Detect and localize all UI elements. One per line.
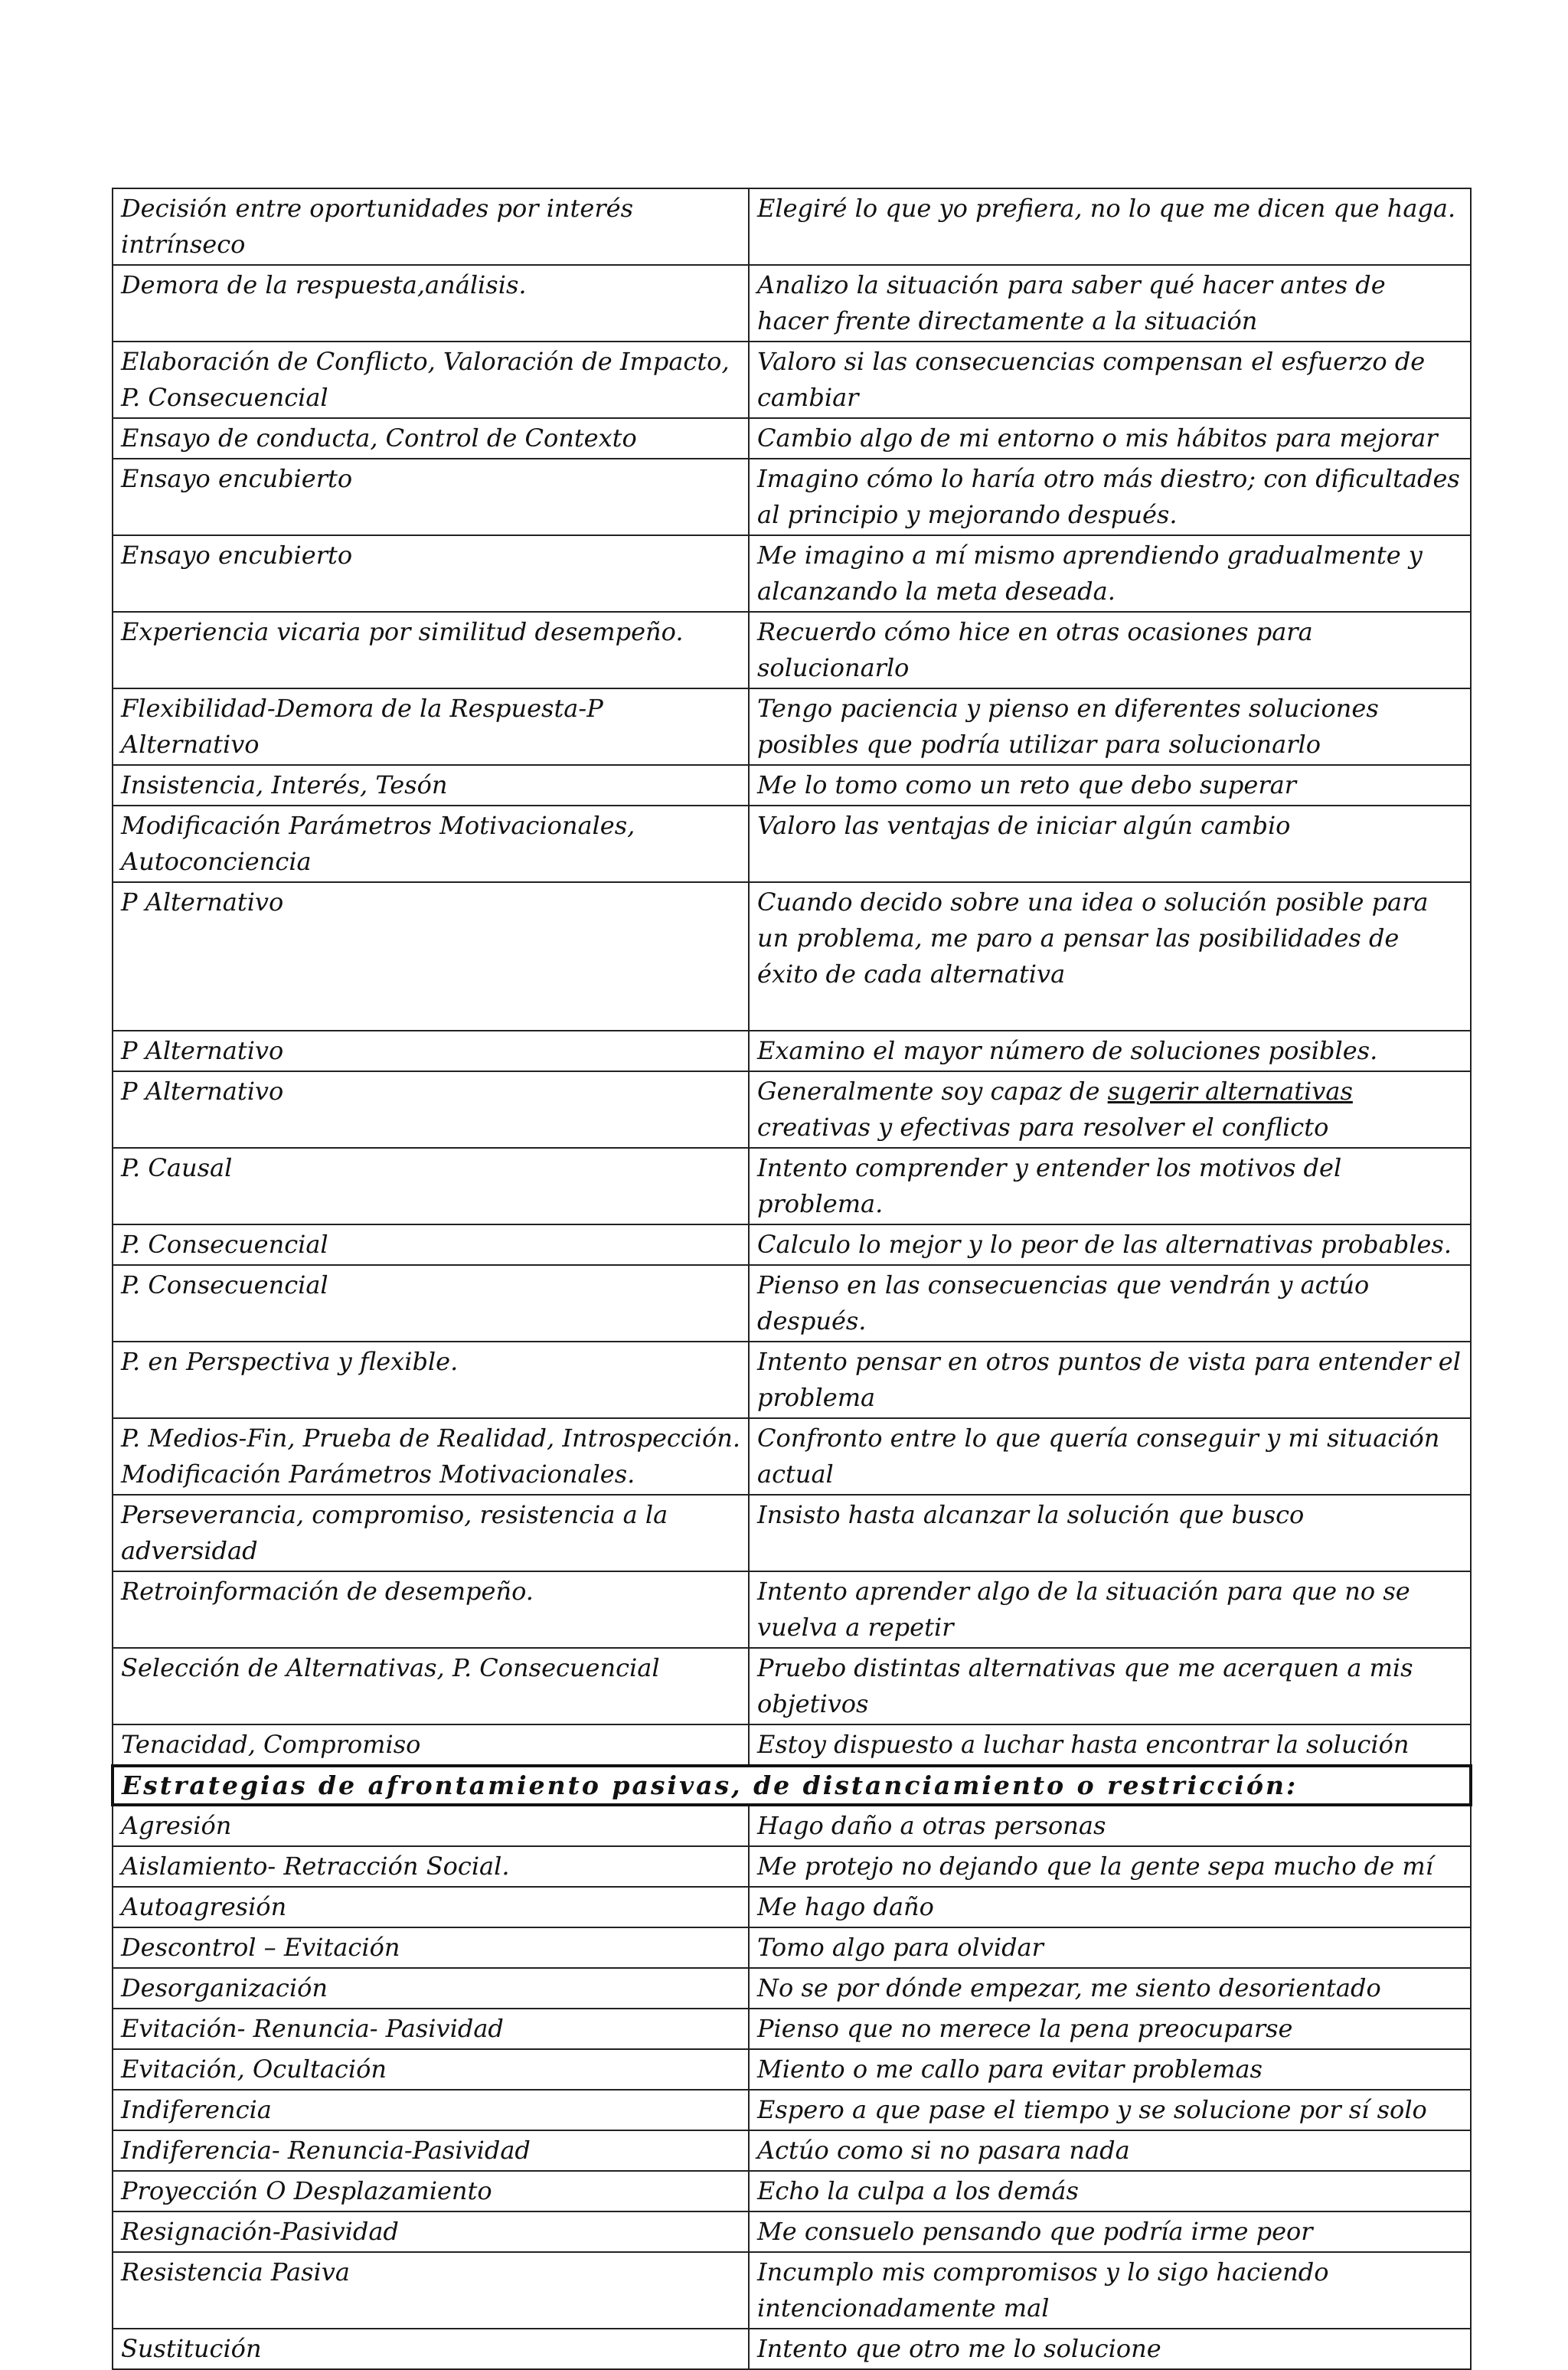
strategy-cell: Aislamiento- Retracción Social.	[113, 1846, 749, 1887]
statement-cell: Miento o me callo para evitar problemas	[749, 2049, 1471, 2090]
strategy-cell: Modificación Parámetros Motivacionales, Autoconciencia	[113, 806, 749, 882]
statement-cell: Pruebo distintas alternativas que me acerquen a mis objetivos	[749, 1648, 1471, 1724]
strategy-cell: Sustitución	[113, 2329, 749, 2369]
table-row	[113, 1846, 1471, 1887]
table-row	[113, 1265, 1471, 1342]
strategy-cell: Perseverancia, compromiso, resistencia a la adversidad	[113, 1495, 749, 1571]
statement-cell: Intento que otro me lo solucione	[749, 2329, 1471, 2369]
statement-text-underlined: sugerir alternativas	[1107, 1077, 1353, 1106]
strategy-cell: Elaboración de Conflicto, Valoración de Impacto, P. Consecuencial	[113, 342, 749, 418]
strategy-cell: Evitación, Ocultación	[113, 2049, 749, 2090]
strategy-cell: P. Consecuencial	[113, 1224, 749, 1265]
statement-cell: Intento comprender y entender los motivos del problema.	[749, 1148, 1471, 1224]
table-row	[113, 882, 1471, 1031]
table-row	[113, 1724, 1471, 1766]
strategies-table	[111, 188, 1472, 2370]
section-header-row	[113, 1766, 1471, 1805]
statement-cell: Confronto entre lo que quería conseguir y mi situación actual	[749, 1418, 1471, 1495]
table-row	[113, 2130, 1471, 2171]
statement-cell: Calculo lo mejor y lo peor de las alternativas probables.	[749, 1224, 1471, 1265]
statement-cell: Recuerdo cómo hice en otras ocasiones para solucionarlo	[749, 612, 1471, 688]
table-row	[113, 2252, 1471, 2329]
statement-cell: Echo la culpa a los demás	[749, 2171, 1471, 2211]
statement-cell: Me imagino a mí mismo aprendiendo gradualmente y alcanzando la meta deseada.	[749, 535, 1471, 612]
strategy-cell: Indiferencia- Renuncia-Pasividad	[113, 2130, 749, 2171]
table-row	[113, 459, 1471, 535]
table-row	[113, 2329, 1471, 2369]
strategy-cell: Resistencia Pasiva	[113, 2252, 749, 2329]
statement-cell: Incumplo mis compromisos y lo sigo haciendo intencionadamente mal	[749, 2252, 1471, 2329]
table-row	[113, 1805, 1471, 1846]
table-row	[113, 2090, 1471, 2130]
statement-cell: Me consuelo pensando que podría irme peor	[749, 2211, 1471, 2252]
strategy-cell: P Alternativo	[113, 1071, 749, 1148]
statement-cell: Cuando decido sobre una idea o solución posible para un problema, me paro a pensar las posibilidades de éxito de cada alternativa	[749, 882, 1471, 1031]
table-row	[113, 265, 1471, 342]
statement-cell: Tomo algo para olvidar	[749, 1927, 1471, 1968]
table-row	[113, 1887, 1471, 1927]
table-row	[113, 1927, 1471, 1968]
statement-cell: Analizo la situación para saber qué hacer antes de hacer frente directamente a la situación	[749, 265, 1471, 342]
table-row	[113, 2009, 1471, 2049]
table-row	[113, 688, 1471, 765]
statement-cell: Pienso que no merece la pena preocuparse	[749, 2009, 1471, 2049]
strategy-cell: Indiferencia	[113, 2090, 749, 2130]
strategies-table-body	[113, 188, 1471, 2369]
strategy-cell: Desorganización	[113, 1968, 749, 2009]
statement-text-pre: Generalmente soy capaz de	[757, 1077, 1108, 1106]
strategy-cell: P Alternativo	[113, 1031, 749, 1071]
statement-cell: Espero a que pase el tiempo y se solucione por sí solo	[749, 2090, 1471, 2130]
strategy-cell: Evitación- Renuncia- Pasividad	[113, 2009, 749, 2049]
strategy-cell: Retroinformación de desempeño.	[113, 1571, 749, 1648]
strategy-cell: P. Causal	[113, 1148, 749, 1224]
strategy-cell: P. Medios-Fin, Prueba de Realidad, Introspección. Modificación Parámetros Motivacionales.	[113, 1418, 749, 1495]
statement-text-post: creativas y efectivas para resolver el conflicto	[757, 1113, 1329, 1142]
strategy-cell: Insistencia, Interés, Tesón	[113, 765, 749, 806]
table-row	[113, 1342, 1471, 1418]
table-row	[113, 1968, 1471, 2009]
statement-cell: Cambio algo de mi entorno o mis hábitos para mejorar	[749, 418, 1471, 459]
table-row	[113, 1495, 1471, 1571]
statement-cell: Me hago daño	[749, 1887, 1471, 1927]
table-row	[113, 188, 1471, 265]
statement-cell: No se por dónde empezar, me siento desorientado	[749, 1968, 1471, 2009]
statement-cell: Imagino cómo lo haría otro más diestro; con dificultades al principio y mejorando después.	[749, 459, 1471, 535]
strategy-cell: Agresión	[113, 1805, 749, 1846]
statement-cell: Insisto hasta alcanzar la solución que busco	[749, 1495, 1471, 1571]
table-row	[113, 765, 1471, 806]
statement-cell: Me protejo no dejando que la gente sepa mucho de mí	[749, 1846, 1471, 1887]
table-row	[113, 806, 1471, 882]
table-row	[113, 2049, 1471, 2090]
strategy-cell: Ensayo encubierto	[113, 535, 749, 612]
strategy-cell: Ensayo encubierto	[113, 459, 749, 535]
statement-cell: Intento pensar en otros puntos de vista para entender el problema	[749, 1342, 1471, 1418]
statement-cell	[749, 1071, 1471, 1148]
strategy-cell: P. Consecuencial	[113, 1265, 749, 1342]
strategy-cell: Autoagresión	[113, 1887, 749, 1927]
strategy-cell: P. en Perspectiva y flexible.	[113, 1342, 749, 1418]
table-row	[113, 1648, 1471, 1724]
statement-cell: Examino el mayor número de soluciones posibles.	[749, 1031, 1471, 1071]
statement-cell: Hago daño a otras personas	[749, 1805, 1471, 1846]
strategy-cell: Flexibilidad-Demora de la Respuesta-P Alternativo	[113, 688, 749, 765]
table-row	[113, 1031, 1471, 1071]
statement-cell: Tengo paciencia y pienso en diferentes soluciones posibles que podría utilizar para solucionarlo	[749, 688, 1471, 765]
statement-cell: Elegiré lo que yo prefiera, no lo que me dicen que haga.	[749, 188, 1471, 265]
statement-cell: Valoro si las consecuencias compensan el esfuerzo de cambiar	[749, 342, 1471, 418]
table-row	[113, 418, 1471, 459]
strategy-cell: P Alternativo	[113, 882, 749, 1031]
strategy-cell: Experiencia vicaria por similitud desempeño.	[113, 612, 749, 688]
strategy-cell: Descontrol – Evitación	[113, 1927, 749, 1968]
table-row	[113, 1418, 1471, 1495]
section-title: Estrategias de afrontamiento pasivas, de distanciamiento o restricción:	[113, 1766, 1471, 1805]
strategy-cell: Ensayo de conducta, Control de Contexto	[113, 418, 749, 459]
table-row	[113, 2171, 1471, 2211]
statement-cell: Me lo tomo como un reto que debo superar	[749, 765, 1471, 806]
statement-cell: Intento aprender algo de la situación para que no se vuelva a repetir	[749, 1571, 1471, 1648]
statement-cell: Pienso en las consecuencias que vendrán y actúo después.	[749, 1265, 1471, 1342]
table-row	[113, 1148, 1471, 1224]
table-row	[113, 1571, 1471, 1648]
table-row	[113, 1224, 1471, 1265]
table-row	[113, 342, 1471, 418]
strategy-cell: Proyección O Desplazamiento	[113, 2171, 749, 2211]
table-row	[113, 1071, 1471, 1148]
statement-cell: Estoy dispuesto a luchar hasta encontrar la solución	[749, 1724, 1471, 1766]
table-row	[113, 612, 1471, 688]
strategy-cell: Demora de la respuesta,análisis.	[113, 265, 749, 342]
statement-cell: Valoro las ventajas de iniciar algún cambio	[749, 806, 1471, 882]
strategy-cell: Decisión entre oportunidades por interés intrínseco	[113, 188, 749, 265]
table-row	[113, 535, 1471, 612]
strategy-cell: Selección de Alternativas, P. Consecuencial	[113, 1648, 749, 1724]
strategy-cell: Resignación-Pasividad	[113, 2211, 749, 2252]
table-row	[113, 2211, 1471, 2252]
statement-cell: Actúo como si no pasara nada	[749, 2130, 1471, 2171]
strategy-cell: Tenacidad, Compromiso	[113, 1724, 749, 1766]
